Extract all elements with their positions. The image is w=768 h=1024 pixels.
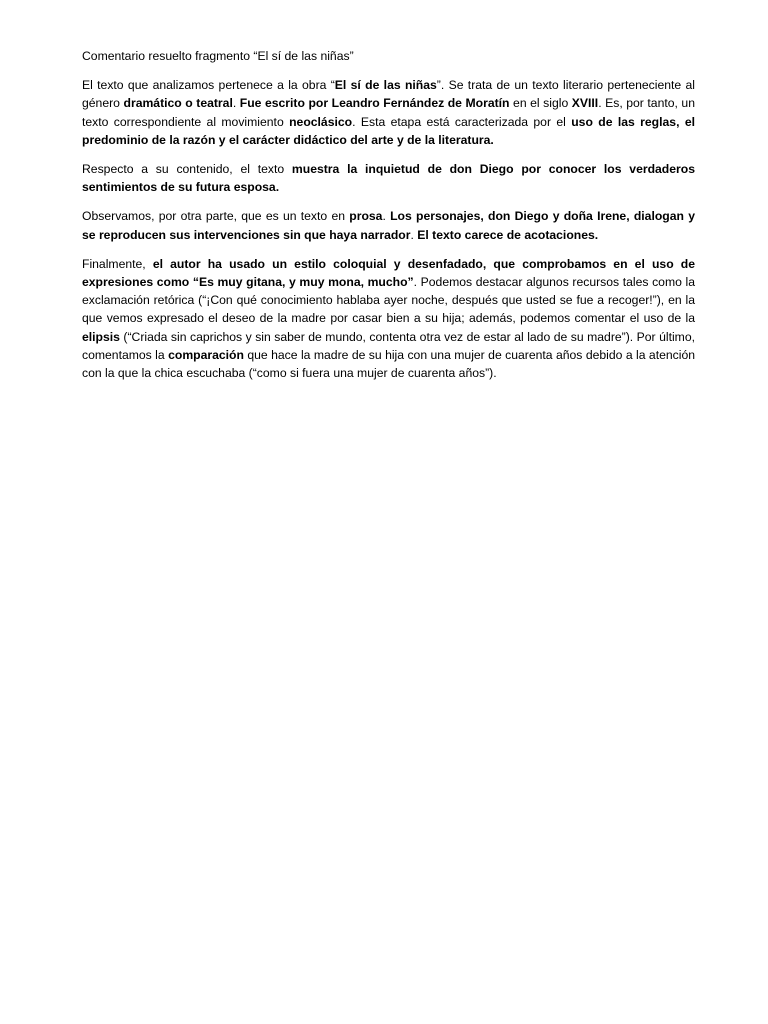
paragraph (82, 255, 695, 382)
text-segment: Observamos, por otra parte, que es un texto en (82, 209, 350, 224)
text-segment: (“Criada sin caprichos y sin saber de mundo, contenta otra vez de estar al lado de su madre”). Por último, comentamos la (82, 329, 695, 362)
text-segment: . (410, 227, 418, 242)
bold-text-segment: Fue escrito por (239, 96, 332, 111)
text-segment: . Es, por tanto, un texto correspondiente al movimiento (82, 96, 695, 129)
text-segment: que hace la madre de su hija con una mujer de cuarenta años debido a la atención con la que la chica escuchaba (“como si fuera una mujer de cuarenta años”). (82, 347, 695, 381)
paragraph (82, 160, 695, 196)
text-segment: Finalmente, (82, 256, 153, 271)
document-body (82, 76, 695, 382)
bold-text-segment: elipsis (82, 329, 120, 344)
text-segment: en el siglo (509, 96, 572, 111)
document-page (82, 47, 695, 393)
paragraph (82, 76, 695, 149)
text-segment: . (232, 96, 240, 111)
text-segment: El texto que analizamos pertenece a la obra “ (82, 78, 335, 93)
text-segment: . Podemos destacar algunos recursos tales como la exclamación retórica (“¡Con qué conocimiento hablaba ayer noche, después que usted se fue a recoger!”), en la que vemos expresado el deseo de la madre por casar bien a su hija; además, podemos comentar el uso de la (82, 275, 695, 326)
paragraph (82, 207, 695, 243)
bold-text-segment: Leandro Fernández de Moratín (331, 96, 510, 111)
bold-text-segment: Los personajes, don Diego y doña Irene, dialogan y se reproducen sus intervenciones sin que haya narrador (82, 209, 695, 242)
document-title: Comentario resuelto fragmento “El sí de las niñas” (82, 49, 354, 63)
bold-text-segment: uso de las reglas, el predominio de la razón y el carácter didáctico del arte y de la literatura. (82, 114, 695, 147)
bold-text-segment: muestra la inquietud de don Diego por conocer los verdaderos sentimientos de su futura esposa. (82, 162, 695, 195)
bold-text-segment: XVIII (571, 96, 599, 111)
text-segment: . Esta etapa está caracterizada por el (352, 114, 572, 129)
bold-text-segment: el autor ha usado un estilo coloquial y desenfadado, que comprobamos en el uso de expresiones como “Es muy gitana, y muy mona, mucho” (82, 256, 696, 290)
bold-text-segment: El sí de las niñas (334, 78, 437, 93)
bold-text-segment: El texto carece de acotaciones. (417, 227, 599, 242)
bold-text-segment: neoclásico (289, 114, 353, 129)
bold-text-segment: dramático o teatral (123, 96, 233, 111)
bold-text-segment: comparación (168, 347, 244, 362)
text-segment: . (382, 209, 391, 224)
text-segment: Respecto a su contenido, el texto (82, 162, 292, 177)
bold-text-segment: prosa (349, 209, 383, 224)
text-segment: ”. Se trata de un texto literario perteneciente al género (82, 78, 695, 111)
